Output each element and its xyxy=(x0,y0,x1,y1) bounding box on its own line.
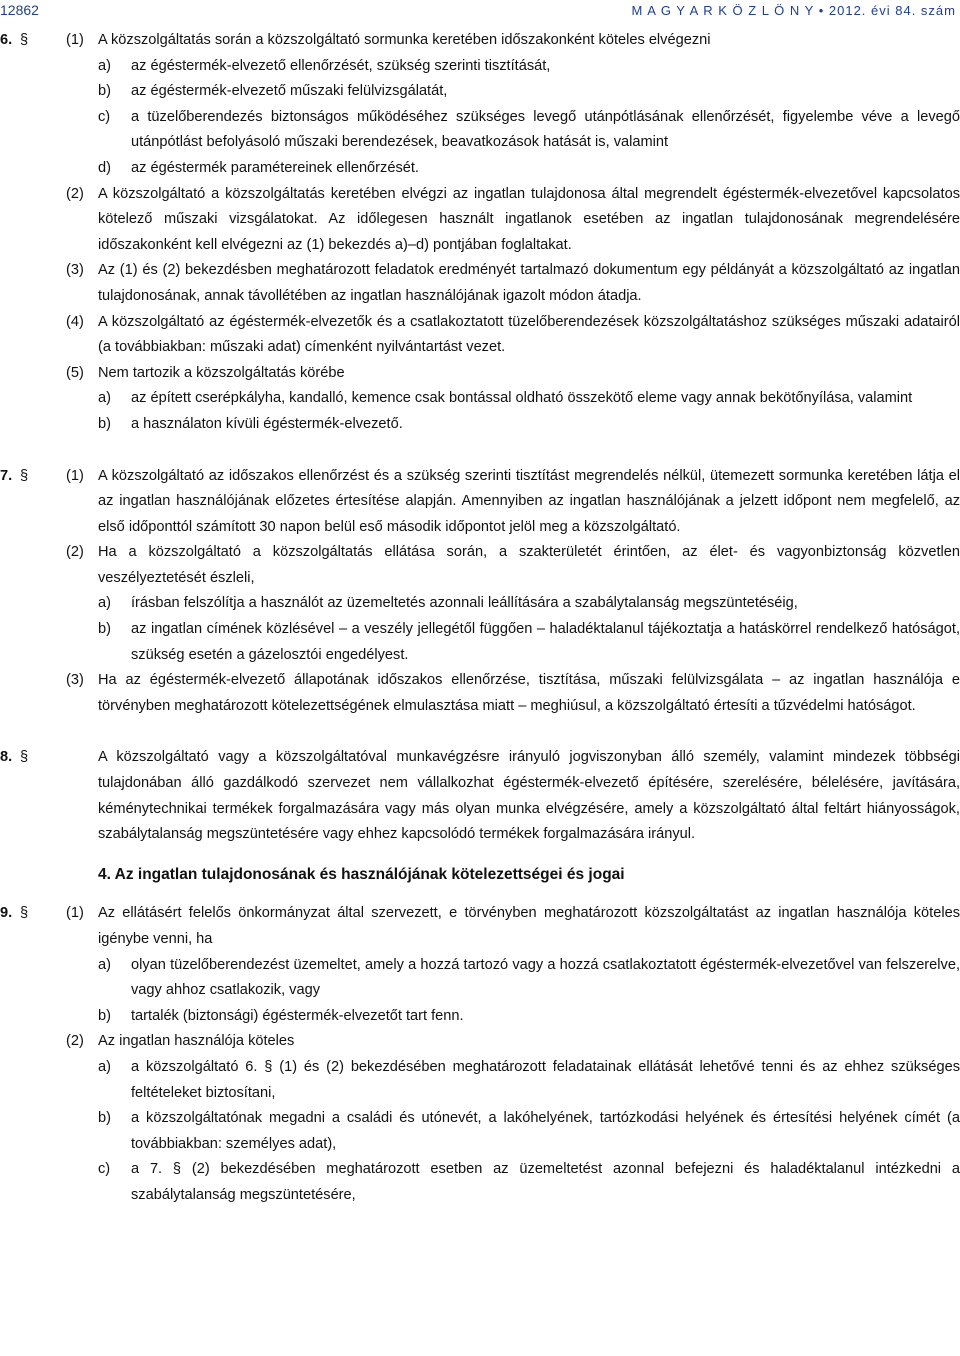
paragraph-text: Nem tartozik a közszolgáltatás körébe xyxy=(98,364,345,381)
section-7 xyxy=(0,464,960,720)
item-text: az égéstermék-elvezető műszaki felülvizsgálatát, xyxy=(131,83,448,100)
section-symbol: § xyxy=(20,467,29,484)
paragraph-9-2 xyxy=(0,1029,960,1055)
paragraph-text: A közszolgáltatás során a közszolgáltató sormunka keretében időszakonként köteles elvégezni xyxy=(98,32,711,48)
section-6 xyxy=(0,28,960,438)
paragraph-text: A közszolgáltató vagy a közszolgáltatóval munkavégzésre irányuló jogviszonyban álló személy, valamint mindezek többségi tulajdonában álló gazdálkodó szervezet nem vállalkozhat égéstermék-elvezető építésére, szerelésére, bélelésére, javítására, kéménytechnikai termékek forgalmazására vagy más olyan munka elvégzésére, amely a közszolgáltató által feltárt hiányosságok, szabálytalanság megszüntetésére vagy ehhez kapcsolódó termékek forgalmazására irányul. xyxy=(98,749,960,843)
paragraph-number: (2) xyxy=(66,1033,84,1050)
item-text: a 7. § (2) bekezdésében meghatározott esetben az üzemeltetést azonnal befejezni és haladéktalanul intézkedni a szabálytalanság megszüntetésére, xyxy=(131,1161,960,1203)
paragraph-7-3 xyxy=(0,668,960,719)
section-number: 7. xyxy=(0,467,13,484)
item-text: az égéstermék-elvezető ellenőrzését, szükség szerinti tisztítását, xyxy=(131,57,551,74)
document-body xyxy=(0,28,960,1209)
item-letter: b) xyxy=(98,415,111,432)
item-letter: c) xyxy=(98,108,111,125)
issue-label: 2012. évi 84. szám xyxy=(828,3,956,18)
paragraph-text: Az ellátásért felelős önkormányzat által szervezett, e törvényben meghatározott közszolgáltatást az ingatlan használója köteles igénybe venni, ha xyxy=(98,905,960,947)
section-number: 6. xyxy=(0,32,13,48)
section-symbol: § xyxy=(20,32,29,48)
chapter-heading: 4. Az ingatlan tulajdonosának és használójának kötelezettségei és jogai xyxy=(98,865,625,883)
item-letter: b) xyxy=(98,621,111,638)
paragraph-number: (1) xyxy=(66,32,84,48)
journal-title xyxy=(632,0,956,24)
list-item xyxy=(0,1055,960,1106)
list-item xyxy=(0,412,960,438)
paragraph-6-3 xyxy=(0,258,960,309)
item-letter: a) xyxy=(98,1058,111,1075)
paragraph-6-2 xyxy=(0,182,960,259)
list-item xyxy=(0,953,960,1004)
section-9 xyxy=(0,901,960,1208)
item-text: az ingatlan címének közlésével – a veszély jellegétől függően – haladéktalanul tájékoztatja a hatáskörrel rendelkező hatóságot, szükség esetén a gázelosztói engedélyest. xyxy=(131,621,960,663)
list-item xyxy=(0,1106,960,1157)
item-text: írásban felszólítja a használót az üzemeltetés azonnali leállítására a szabálytalanság megszüntetéséig, xyxy=(131,595,798,612)
section-symbol: § xyxy=(20,905,29,922)
item-text: a közszolgáltatónak megadni a családi és utónevét, a lakóhelyének, tartózkodási helyének és értesítési helyének címét (a továbbiakban: személyes adat), xyxy=(131,1110,960,1152)
paragraph-text: A közszolgáltató az égéstermék-elvezetők és a csatlakoztatott tüzelőberendezések közszolgáltatáshoz szükséges műszaki adatairól (a továbbiakban: műszaki adat) címenként nyilvántartást vezet. xyxy=(98,313,960,356)
list-item xyxy=(0,1157,960,1208)
section-number: 9. xyxy=(0,905,13,922)
list-item xyxy=(0,79,960,105)
paragraph-6-5 xyxy=(0,361,960,387)
list-item xyxy=(0,105,960,156)
paragraph-text: Az (1) és (2) bekezdésben meghatározott feladatok eredményét tartalmazó dokumentum egy példányát a közszolgáltató az ingatlan tulajdonosának, annak távollétében az ingatlan használójának igazolt módon átadja. xyxy=(98,262,960,304)
paragraph-number: (5) xyxy=(66,364,84,381)
paragraph-9-1 xyxy=(0,901,960,952)
paragraph-7-1 xyxy=(0,464,960,541)
item-text: a használaton kívüli égéstermék-elvezető. xyxy=(131,415,403,432)
item-text: az épített cserépkályha, kandalló, kemence csak bontással oldható összekötő eleme vagy annak bekötőnyílása, valamint xyxy=(131,390,913,407)
item-letter: d) xyxy=(98,159,111,176)
list-item xyxy=(0,156,960,182)
page-header xyxy=(0,0,960,22)
item-text: tartalék (biztonsági) égéstermék-elvezetőt tart fenn. xyxy=(131,1007,464,1024)
paragraph-number: (2) xyxy=(66,185,84,202)
paragraph-text: Ha a közszolgáltató a közszolgáltatás ellátása során, a szakterületét érintően, az élet- és vagyonbiztonság közvetlen veszélyeztetését észleli, xyxy=(98,544,960,586)
list-item xyxy=(0,591,960,617)
item-letter: b) xyxy=(98,1007,111,1024)
paragraph-6-1 xyxy=(0,28,960,54)
item-text: a közszolgáltató 6. § (1) és (2) bekezdésében meghatározott feladatainak ellátását lehetővé tenni és az ehhez szükséges feltételeket biztosítani, xyxy=(131,1058,960,1101)
item-letter: a) xyxy=(98,956,111,973)
paragraph-text: Ha az égéstermék-elvezető állapotának időszakos ellenőrzése, tisztítása, műszaki felülvizsgálata – az ingatlan használója e törvényben meghatározott kötelezettségének elmulasztása miatt – meghiúsul, a közszolgáltató értesíti a tűzvédelmi hatóságot. xyxy=(98,672,960,714)
item-text: a tüzelőberendezés biztonságos működéséhez szükséges levegő utánpótlásának ellenőrzését, figyelembe véve a levegő utánpótlást befolyásoló műszaki berendezések, beavatkozások hatását is, valamint xyxy=(131,108,960,151)
section-number: 8. xyxy=(0,749,13,766)
section-symbol: § xyxy=(20,749,29,766)
item-text: az égéstermék paramétereinek ellenőrzését. xyxy=(131,159,419,176)
paragraph-text: A közszolgáltató a közszolgáltatás keretében elvégzi az ingatlan tulajdonosa által megrendelt égéstermék-elvezetővel kapcsolatos kötelező műszaki vizsgálatokat. Az időlegesen használt ingatlanok esetében az ingatlan tulajdonosának megrendelésére időszakonként kell elvégezni az (1) bekezdés a)–d) pontjában foglaltakat. xyxy=(98,185,960,253)
section-spacer xyxy=(0,719,960,745)
list-item xyxy=(0,1004,960,1030)
paragraph-number: (2) xyxy=(66,544,84,561)
list-item xyxy=(0,617,960,668)
item-letter: b) xyxy=(98,83,111,100)
paragraph-text: Az ingatlan használója köteles xyxy=(98,1033,295,1050)
item-letter: b) xyxy=(98,1110,111,1127)
paragraph-number: (3) xyxy=(66,262,84,279)
paragraph-7-2 xyxy=(0,540,960,591)
item-text: olyan tüzelőberendezést üzemeltet, amely a hozzá tartozó vagy a hozzá csatlakoztatott égéstermék-elvezetővel van felszerelve, vagy ahhoz csatlakozik, vagy xyxy=(131,956,960,999)
paragraph-number: (4) xyxy=(66,313,84,330)
journal-name: M A G Y A R K Ö Z L Ö N Y xyxy=(631,3,815,18)
item-letter: a) xyxy=(98,390,111,407)
paragraph-text: A közszolgáltató az időszakos ellenőrzést és a szükség szerinti tisztítást megrendelés nélkül, ütemezett sormunka keretében látja el az ingatlan használójának előzetes értesítése alapján. Amennyiben az ingatlan használójának a jelzett időpont nem megfelelő, az első időponttól számított 30 napon belül eső második időpontot jelöl meg a közszolgáltató. xyxy=(98,467,960,535)
item-letter: a) xyxy=(98,57,111,74)
section-spacer xyxy=(0,438,960,464)
page-number: 12862 xyxy=(0,2,39,18)
item-letter: c) xyxy=(98,1161,111,1178)
list-item xyxy=(0,386,960,412)
paragraph-number: (1) xyxy=(66,467,84,484)
paragraph-number: (3) xyxy=(66,672,84,689)
paragraph-number: (1) xyxy=(66,905,84,922)
paragraph-6-4 xyxy=(0,310,960,361)
item-letter: a) xyxy=(98,595,111,612)
separator-dot-icon: • xyxy=(818,3,825,18)
list-item xyxy=(0,54,960,80)
section-8 xyxy=(0,745,960,847)
